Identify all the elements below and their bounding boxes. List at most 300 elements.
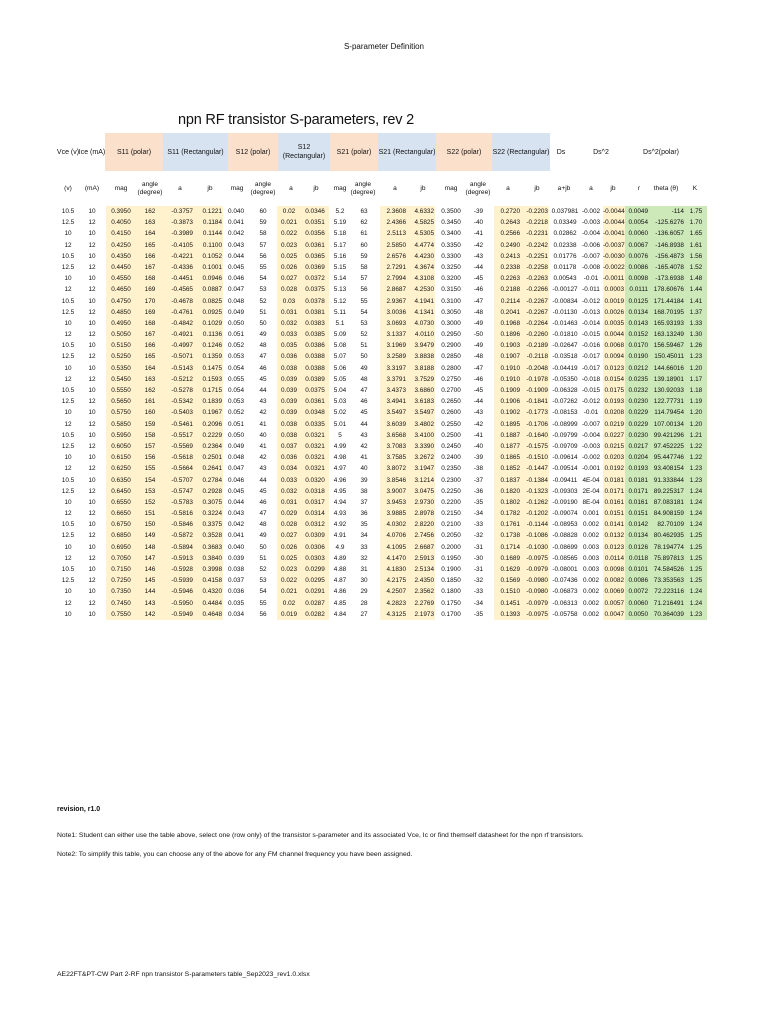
table-cell: 153	[136, 486, 164, 497]
table-cell: 0.00543	[553, 275, 577, 283]
table-cell: 155	[136, 463, 164, 474]
table-cell: 12	[64, 286, 72, 294]
table-cell: 0.4350	[106, 251, 136, 262]
table-cell: 0.0161	[625, 497, 649, 508]
table-cell: 71.216491	[649, 598, 685, 609]
table-cell: 0.049	[228, 442, 244, 450]
table-cell: -0.5928	[164, 564, 194, 575]
table-cell: 0.0312	[301, 519, 329, 530]
table-cell: 3.4100	[407, 430, 435, 441]
table-cell: 0.0299	[301, 564, 329, 575]
table-cell: 4.96	[333, 476, 347, 484]
table-cell: 0.0346	[301, 206, 329, 217]
table-cell: -0.09614	[552, 454, 578, 462]
table-cell: 5.08	[333, 342, 347, 350]
table-cell: 12	[88, 487, 96, 495]
table-cell: 156	[136, 452, 164, 463]
table-cell: 0.7250	[106, 575, 136, 586]
table-cell: 87.083181	[649, 497, 685, 508]
table-cell: 35	[360, 521, 368, 529]
table-cell: 114.79454	[649, 407, 685, 418]
table-header-row	[0, 133, 768, 171]
table-cell: 0.2350	[441, 465, 461, 473]
table-cell: 0.6050	[106, 441, 136, 452]
table-cell: 47	[360, 387, 368, 394]
table-cell: 0.4550	[106, 273, 136, 284]
table-cell: 0.6450	[106, 486, 136, 497]
table-cell: 10	[88, 319, 96, 327]
unit-s22-jb: jb	[534, 184, 540, 192]
table-cell: -0.2263	[521, 273, 549, 284]
table-cell: 5.04	[333, 387, 347, 394]
table-cell: 3.0036	[380, 307, 407, 318]
table-cell: 0.0101	[625, 564, 649, 575]
table-cell: 0.4648	[194, 609, 223, 620]
table-cell: 97.452225	[649, 441, 685, 452]
table-cell: 3.9453	[380, 497, 407, 508]
table-cell: 12	[88, 331, 96, 339]
table-cell: -0.003	[581, 219, 601, 227]
table-cell: 41	[259, 442, 267, 450]
unit-ds2-a: a	[589, 184, 593, 192]
header-s22-rect: S22 (Rectangular)	[492, 133, 550, 171]
table-cell: 0.034	[228, 610, 244, 618]
table-cell: 12.5	[61, 532, 75, 540]
table-cell: 2.4366	[380, 217, 407, 228]
table-cell: 163	[136, 217, 164, 228]
table-cell: 2.4350	[407, 575, 435, 586]
table-cell: 0.0375	[301, 284, 329, 295]
table-cell: 2.5134	[407, 564, 435, 575]
table-row	[0, 273, 768, 284]
table-cell: 1.23	[685, 351, 707, 362]
table-cell: -47	[473, 297, 484, 305]
table-cell: -39	[473, 454, 484, 462]
unit-s12-a: a	[289, 184, 293, 192]
table-cell: 0.5350	[106, 363, 136, 374]
table-cell: 61	[360, 230, 368, 238]
table-cell: 1.65	[685, 228, 707, 239]
table-cell: 0.2641	[194, 463, 223, 474]
table-cell: 0.1877	[494, 441, 521, 452]
table-cell: 36	[360, 510, 368, 518]
table-cell: 0.6850	[106, 530, 136, 541]
table-cell: -0.0022	[603, 262, 625, 273]
table-cell: -45	[473, 275, 484, 283]
table-row	[0, 519, 768, 530]
table-cell: 0.0098	[625, 273, 649, 284]
header-s21-rect: S21 (Rectangular)	[378, 133, 436, 171]
table-cell: 0.1569	[494, 575, 521, 586]
table-cell: 55	[259, 599, 267, 607]
table-cell: -0.5949	[164, 609, 194, 620]
table-cell: 0.003	[583, 566, 599, 573]
table-cell: 8E-04	[582, 498, 600, 506]
table-cell: 0.2100	[441, 521, 461, 529]
table-cell: 0.0190	[625, 351, 649, 362]
table-cell: 99.421296	[649, 430, 685, 441]
table-cell: 1.19	[685, 396, 707, 407]
table-cell: 10	[64, 588, 72, 596]
table-cell: 34	[360, 532, 368, 540]
table-cell: 0.0111	[625, 284, 649, 295]
table-cell: 4.98	[333, 454, 347, 462]
table-cell: 158	[136, 430, 164, 441]
table-cell: -0.0979	[521, 564, 549, 575]
table-cell: 0.0193	[603, 396, 625, 407]
table-cell: -0.09190	[552, 498, 578, 506]
table-cell: 45	[360, 409, 368, 417]
table-cell: 0.1968	[494, 318, 521, 329]
table-cell: 89.225317	[649, 486, 685, 497]
table-cell: 73.353563	[649, 575, 685, 586]
table-cell: 12	[88, 353, 96, 361]
unit-s11-a: a	[178, 184, 182, 192]
unit-s22-angle: angle (degree)	[465, 180, 491, 196]
table-cell: 122.77731	[649, 396, 685, 407]
table-cell: 12	[64, 510, 72, 518]
table-cell: 0.2413	[494, 251, 521, 262]
table-cell: 45	[259, 375, 267, 383]
table-cell: 0.1800	[441, 588, 461, 596]
table-cell: 0.1144	[194, 228, 223, 239]
table-cell: 2.8220	[407, 519, 435, 530]
table-cell: 62	[360, 219, 368, 227]
unit-vce: (v)	[64, 184, 72, 192]
table-cell: 53	[360, 319, 368, 327]
table-cell: -0.5939	[164, 575, 194, 586]
table-cell: 0.021	[277, 217, 301, 228]
table-cell: -0.008	[581, 263, 601, 271]
table-cell: -0.3757	[164, 206, 194, 217]
table-cell: 0.038	[277, 363, 301, 374]
table-cell: 3.7529	[407, 374, 435, 385]
table-cell: 2.8687	[380, 284, 407, 295]
table-row	[0, 475, 768, 486]
table-cell: 1.25	[685, 530, 707, 541]
table-cell: 12.5	[61, 219, 75, 227]
table-cell: 0.4158	[194, 575, 223, 586]
table-cell: 4.94	[333, 498, 347, 506]
table-cell: -0.08565	[552, 554, 578, 562]
table-cell: 0.1714	[494, 542, 521, 553]
table-cell: 0.0227	[603, 430, 625, 441]
table-cell: 0.053	[228, 353, 244, 361]
table-cell: 0.1850	[441, 577, 461, 585]
table-cell: 12	[88, 308, 96, 316]
table-cell: 0.3200	[441, 275, 461, 283]
table-cell: 0.2229	[194, 430, 223, 441]
table-cell: 0.037	[277, 441, 301, 452]
table-cell: 169	[136, 307, 164, 318]
table-cell: 0.053	[228, 398, 244, 406]
table-cell: 10	[88, 364, 96, 372]
table-cell: 0.044	[228, 498, 244, 506]
table-cell: 12	[64, 331, 72, 339]
table-row	[0, 206, 768, 217]
table-cell: 50	[259, 319, 267, 327]
unit-s12-angle: angle (degree)	[250, 180, 276, 196]
table-cell: -0.07262	[552, 398, 578, 406]
table-cell: 0.1802	[494, 497, 521, 508]
table-cell: 43	[360, 431, 368, 439]
table-cell: -50	[473, 331, 484, 339]
table-cell: -0.5278	[164, 385, 194, 396]
table-cell: 0.2700	[441, 387, 461, 394]
table-cell: -0.5342	[164, 396, 194, 407]
table-cell: 31	[360, 566, 368, 573]
table-cell: 1.37	[685, 307, 707, 318]
table-row	[0, 430, 768, 441]
table-cell: 0.0212	[625, 363, 649, 374]
table-cell: 0.0219	[603, 419, 625, 430]
table-cell: 0.0123	[603, 363, 625, 374]
table-cell: 0.2300	[441, 476, 461, 484]
table-cell: 0.2000	[441, 543, 461, 551]
table-cell: 2.5913	[407, 553, 435, 564]
table-cell: 4.6332	[407, 206, 435, 217]
table-cell: -43	[473, 252, 484, 260]
table-row	[0, 374, 768, 385]
table-cell: -32	[473, 532, 484, 540]
table-cell: 0.0361	[301, 240, 329, 251]
table-cell: 10	[88, 275, 96, 283]
table-cell: 142	[136, 609, 164, 620]
table-cell: 4.3674	[407, 262, 435, 273]
table-cell: -0.1909	[521, 385, 549, 396]
table-cell: 0.055	[228, 375, 244, 383]
table-cell: -33	[473, 521, 484, 529]
table-cell: 2E-04	[582, 487, 600, 495]
table-cell: -0.0037	[603, 240, 625, 251]
table-cell: 53	[259, 286, 267, 294]
table-cell: 0.0825	[194, 296, 223, 307]
table-cell: 0.032	[277, 486, 301, 497]
table-cell: 52	[259, 566, 267, 573]
table-cell: 0.7350	[106, 586, 136, 597]
table-cell: 10.5	[61, 208, 75, 215]
table-row	[0, 564, 768, 575]
page-title: S-parameter Definition	[343, 42, 425, 51]
table-cell: 0.2900	[441, 342, 461, 350]
table-row	[0, 419, 768, 430]
table-cell: 0.6150	[106, 452, 136, 463]
table-cell: 0.2490	[494, 240, 521, 251]
table-cell: 4.4774	[407, 240, 435, 251]
table-cell: 0.0047	[603, 609, 625, 620]
table-cell: 10	[88, 208, 96, 215]
table-cell: 0.0072	[625, 586, 649, 597]
table-cell: 54	[259, 588, 267, 596]
table-cell: 0.0208	[603, 407, 625, 418]
table-cell: 44	[259, 476, 267, 484]
table-cell: -0.0044	[603, 217, 625, 228]
table-cell: -0.01463	[552, 319, 578, 327]
table-cell: 12	[88, 219, 96, 227]
table-cell: 10	[64, 610, 72, 618]
unit-s21-angle: angle (degree)	[350, 180, 376, 196]
table-cell: -0.06313	[552, 599, 578, 607]
table-cell: 28	[360, 599, 368, 607]
table-cell: 1.24	[685, 497, 707, 508]
table-cell: -45	[473, 387, 484, 394]
table-cell: 0.037	[228, 577, 244, 585]
table-cell: 0.026	[277, 542, 301, 553]
table-cell: 1.30	[685, 329, 707, 340]
table-cell: 43	[259, 465, 267, 473]
table-cell: 0.023	[277, 240, 301, 251]
table-cell: 0.0318	[301, 486, 329, 497]
table-cell: 3.7585	[380, 452, 407, 463]
table-cell: 1.24	[685, 519, 707, 530]
table-cell: -35	[473, 498, 484, 506]
table-cell: 1.25	[685, 542, 707, 553]
table-cell: 1.24	[685, 486, 707, 497]
table-cell: -42	[473, 241, 484, 249]
table-cell: 0.051	[228, 420, 244, 428]
table-cell: 0.037981	[551, 208, 579, 215]
table-cell: 157	[136, 441, 164, 452]
table-cell: 0.0351	[301, 217, 329, 228]
table-cell: -125.6276	[649, 217, 685, 228]
table-cell: -0.002	[581, 454, 601, 462]
table-cell: 10	[64, 364, 72, 372]
table-cell: -0.4997	[164, 340, 194, 351]
table-cell: -0.2189	[521, 340, 549, 351]
table-cell: 5.16	[333, 252, 347, 260]
table-cell: 3.9007	[380, 486, 407, 497]
table-cell: 0.0204	[625, 452, 649, 463]
table-cell: -0.5946	[164, 586, 194, 597]
table-cell: -0.2203	[521, 206, 549, 217]
table-cell: 0.0356	[301, 228, 329, 239]
table-cell: 5.15	[333, 263, 347, 271]
table-cell: 2.8978	[407, 508, 435, 519]
table-cell: 0.1839	[194, 396, 223, 407]
table-cell: 12	[88, 442, 96, 450]
table-cell: 166	[136, 340, 164, 351]
table-cell: 156.59467	[649, 340, 685, 351]
table-cell: 12.5	[61, 577, 75, 585]
table-cell: 165	[136, 240, 164, 251]
table-cell: -0.5517	[164, 430, 194, 441]
table-cell: 0.002	[583, 588, 599, 596]
table-cell: -0.08953	[552, 521, 578, 529]
table-cell: 0.046	[228, 275, 244, 283]
table-cell: 143	[136, 598, 164, 609]
header-ds2-polar: Ds^2(polar)	[643, 148, 679, 156]
table-cell: 0.02	[277, 206, 301, 217]
table-cell: 10.5	[61, 252, 75, 260]
table-cell: 0.0381	[301, 307, 329, 318]
table-cell: -36	[473, 487, 484, 495]
table-cell: 0.1909	[494, 385, 521, 396]
table-cell: 0.2550	[441, 420, 461, 428]
table-cell: 0.3998	[194, 564, 223, 575]
table-cell: -0.1262	[521, 497, 549, 508]
table-cell: 160	[136, 407, 164, 418]
table-cell: 0.043	[228, 510, 244, 518]
table-cell: -156.4873	[649, 251, 685, 262]
unit-s21-jb: jb	[420, 184, 426, 192]
table-cell: 0.0295	[301, 575, 329, 586]
table-cell: 0.2928	[194, 486, 223, 497]
table-cell: 3.6568	[380, 430, 407, 441]
table-cell: 107.00134	[649, 419, 685, 430]
table-cell: -0.012	[581, 297, 601, 305]
table-cell: 5.14	[333, 275, 347, 283]
table-cell: 0.048	[228, 454, 244, 462]
table-cell: -0.5461	[164, 419, 194, 430]
table-cell: -44	[473, 263, 484, 271]
table-cell: 168	[136, 318, 164, 329]
table-cell: 0.1001	[194, 262, 223, 273]
table-cell: 10	[64, 319, 72, 327]
table-cell: 12	[64, 465, 72, 473]
table-cell: 4.3125	[380, 609, 407, 620]
table-cell: 1.56	[685, 251, 707, 262]
table-cell: -43	[473, 409, 484, 417]
table-cell: 2.5113	[380, 228, 407, 239]
table-cell: 0.0203	[603, 452, 625, 463]
table-cell: 2.7456	[407, 530, 435, 541]
table-cell: 39	[360, 476, 368, 484]
table-cell: 0.1593	[194, 374, 223, 385]
table-cell: 0.0925	[194, 307, 223, 318]
table-row	[0, 452, 768, 463]
header-s11-polar: S11 (polar)	[105, 133, 163, 171]
table-row	[0, 598, 768, 609]
table-cell: 0.5250	[106, 351, 136, 362]
table-row	[0, 228, 768, 239]
table-row	[0, 363, 768, 374]
table-row	[0, 329, 768, 340]
table-cell: 151	[136, 508, 164, 519]
table-cell: 5.01	[333, 420, 347, 428]
table-cell: 3.8072	[380, 463, 407, 474]
table-cell: -0.08699	[552, 543, 578, 551]
table-cell: 12	[88, 398, 96, 406]
table-cell: 0.052	[228, 409, 244, 417]
table-cell: 4.1341	[407, 307, 435, 318]
table-cell: 10	[88, 252, 96, 260]
table-cell: 3.9885	[380, 508, 407, 519]
table-cell: 3.4802	[407, 419, 435, 430]
table-cell: -0.00127	[552, 286, 578, 294]
table-cell: 38	[360, 487, 368, 495]
table-cell: -0.012	[581, 398, 601, 406]
table-cell: -0.0975	[521, 609, 549, 620]
table-cell: 51	[360, 342, 368, 350]
table-cell: -0.4761	[164, 307, 194, 318]
table-cell: 1.22	[685, 441, 707, 452]
table-cell: 0.045	[228, 487, 244, 495]
table-cell: 0.0068	[603, 340, 625, 351]
table-cell: 0.002	[583, 599, 599, 607]
table-cell: 0.0076	[625, 251, 649, 262]
table-cell: 0.039	[228, 554, 244, 562]
table-cell: 146	[136, 564, 164, 575]
table-cell: 1.23	[685, 609, 707, 620]
table-cell: 0.046	[228, 476, 244, 484]
table-cell: 0.0035	[603, 318, 625, 329]
table-cell: -0.08153	[552, 409, 578, 417]
table-cell: 0.047	[228, 286, 244, 294]
table-cell: 10	[88, 387, 96, 394]
table-cell: 0.0123	[603, 542, 625, 553]
table-cell: 4.0730	[407, 318, 435, 329]
table-cell: -0.1841	[521, 396, 549, 407]
